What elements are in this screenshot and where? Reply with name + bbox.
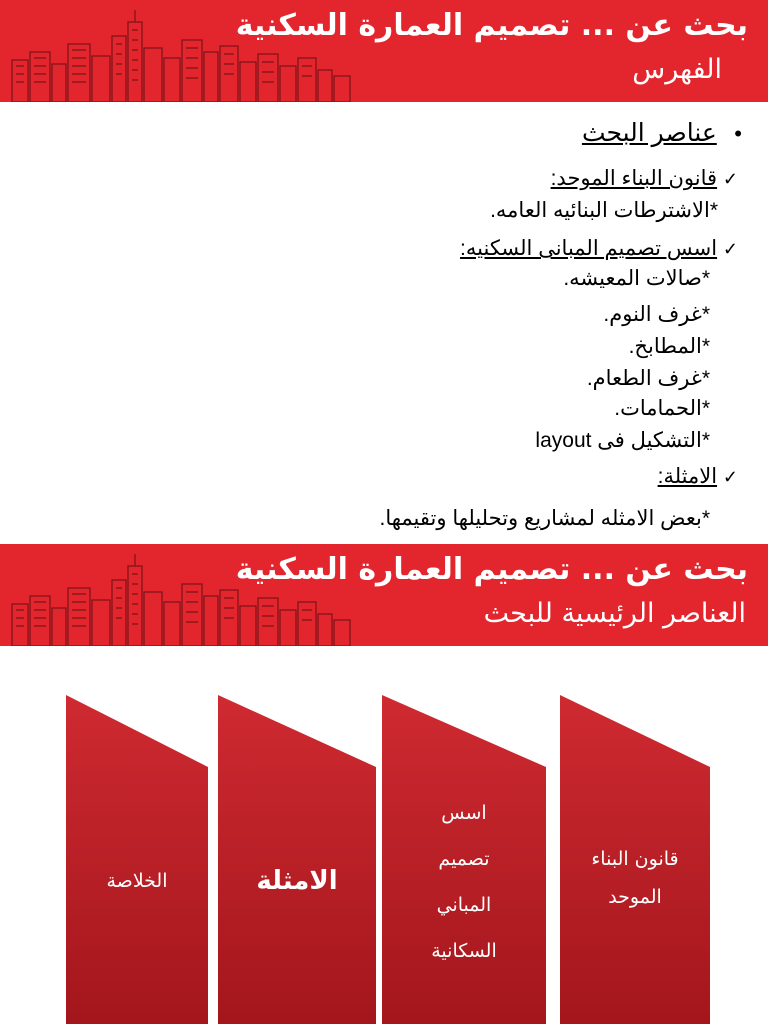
slide2-banner (0, 544, 768, 646)
section-3-title-row (658, 462, 738, 492)
chevron-step-1-label: قانون البناء الموحد (591, 848, 679, 908)
chevron-step-4-label: الخلاصة (106, 870, 168, 892)
chevron-step-1 (560, 695, 710, 1024)
bullet-icon: • (734, 121, 742, 146)
index-heading: عناصر البحث (581, 119, 717, 147)
section-3-title: الامثلة: (657, 465, 718, 488)
checkmark-icon: ✓ (722, 169, 738, 189)
slide2-subtitle: العناصر الرئيسية للبحث (483, 598, 746, 629)
section-3-item: *بعض الامثله لمشاريع وتحليلها وتقيمها. (379, 507, 710, 530)
checkmark-icon: ✓ (722, 467, 738, 487)
chevron-step-3 (218, 695, 376, 1024)
section-2-item: *التشكيل فى layout (535, 429, 710, 452)
index-heading-row (582, 118, 742, 150)
section-2-item: *غرف النوم. (603, 303, 710, 326)
section-2-title-row (460, 234, 738, 264)
section-2-item: *المطابخ. (628, 335, 710, 358)
index-content (0, 102, 768, 544)
section-1-item: *الاشترطات البنائيه العامه. (490, 199, 718, 222)
chevron-step-4 (66, 695, 208, 1024)
chevron-step-2 (382, 695, 546, 1024)
checkmark-icon: ✓ (722, 239, 738, 259)
section-2-title: اسس تصميم المبانى السكنيه: (460, 237, 718, 260)
section-2-item: *غرف الطعام. (586, 367, 710, 390)
slide1-subtitle: الفهرس (632, 54, 722, 85)
chevron-step-2-label: اسس تصميم المباني السكانية (431, 802, 497, 962)
chevron-step-3-label: الامثلة (256, 866, 338, 896)
slide1-title: بحث عن ... تصميم العمارة السكنية (235, 8, 748, 43)
section-2-item: *الحمامات. (614, 397, 710, 420)
section-1-title-row (551, 164, 738, 194)
slide1-banner (0, 0, 768, 102)
slide2-title: بحث عن ... تصميم العمارة السكنية (235, 552, 748, 587)
section-2-item: *صالات المعيشه. (563, 267, 710, 290)
section-1-title: قانون البناء الموحد: (550, 167, 718, 190)
